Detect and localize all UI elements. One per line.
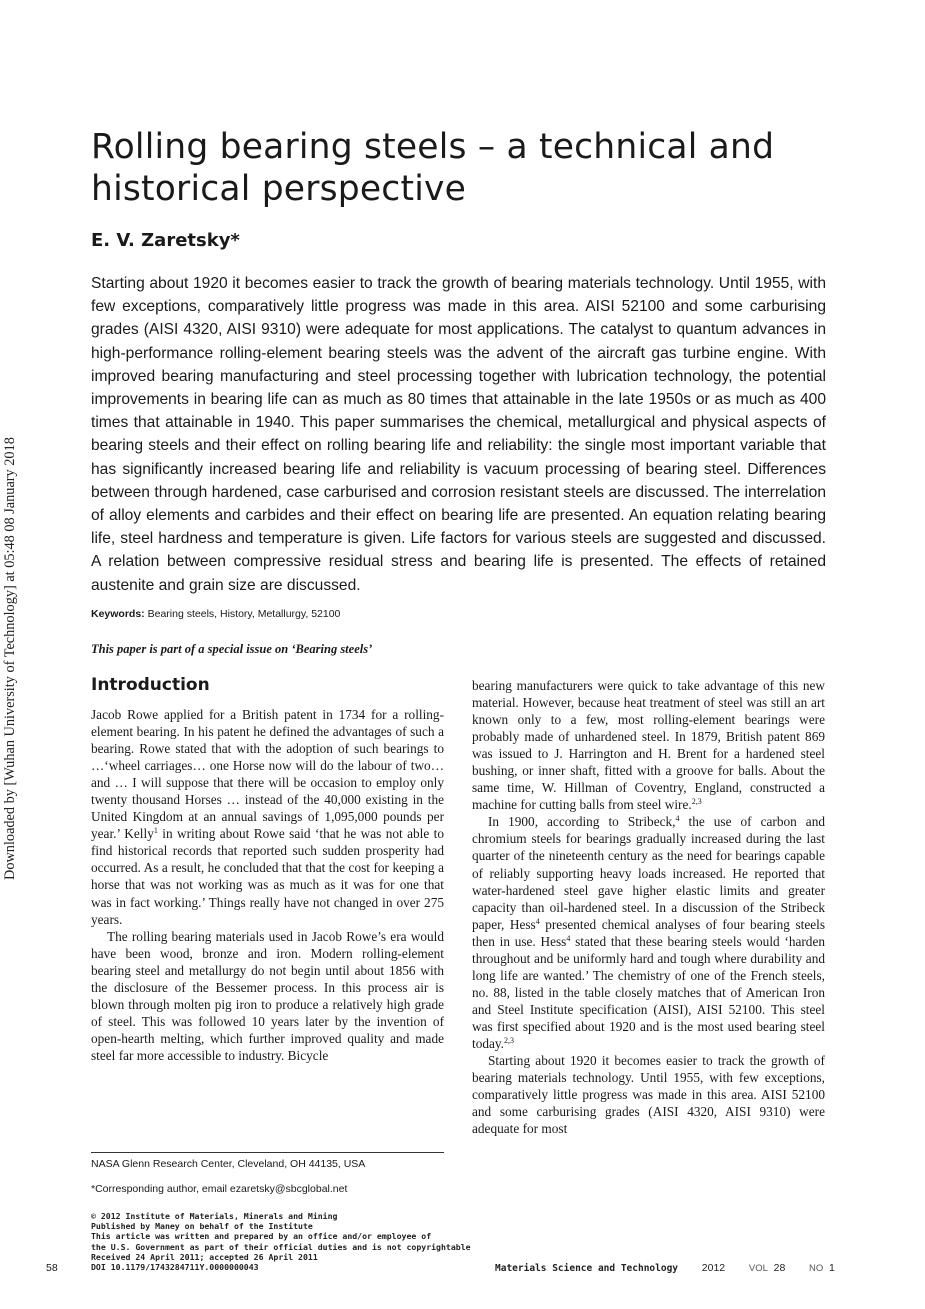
- page-number: 58: [46, 1262, 58, 1274]
- doi-line[interactable]: DOI 10.1179/1743284711Y.0000000043: [91, 1262, 259, 1273]
- paragraph: [472, 677, 825, 813]
- issue-number: 1: [829, 1262, 835, 1274]
- citation-ref[interactable]: 4: [675, 814, 680, 824]
- journal-footer: [495, 1262, 835, 1274]
- text-run: bearing manufacturers were quick to take advantage of this new material. However, because heat treatment of steel was still an art known only to a few, most rolling-element bearings were probably made of unhardened steel. In 1879, British patent 869 was issued to J. Harrington and H. Brent for a hardened steel bushing, or inner shaft, fitted with a groove for balls. About the same time, W. Hillman of Coventry, England, constructed a machine for cutting balls from steel wire.: [472, 678, 825, 813]
- text-run: the use of carbon and chromium steels for bearings gradually increased during the last quarter of the nineteenth century as the need for bearings capable of reliably supporting heavy loads increased. He reported that water-hardened steel gave higher elastic limits and greater capacity than oil-hardened steel. In a discussion of the Stribeck paper, Hess: [472, 814, 825, 932]
- journal-name: Materials Science and Technology: [495, 1263, 679, 1274]
- paragraph: The rolling bearing materials used in Jacob Rowe’s era would have been wood, bronze and iron. Modern rolling-element bearing steel and metallurgy do not begin until about 1856 with the disclosure of the Bessemer process. In this process air is blown through molten pig iron to produce a relatively high grade of steel. This was followed 10 years later by the invention of open-hearth melting, which further improved quality and made steel far more accessible to industry. Bicycle: [91, 928, 444, 1063]
- keywords-label: Keywords:: [91, 608, 145, 620]
- paragraph: [472, 813, 825, 1052]
- issue-label: NO: [809, 1263, 824, 1274]
- copyright-line: © 2012 Institute of Materials, Minerals and Mining: [91, 1211, 338, 1221]
- left-column: [91, 706, 444, 1064]
- copyright-line: the U.S. Government as part of their official duties and is not copyrightable: [91, 1241, 471, 1252]
- paragraph: [91, 706, 444, 928]
- download-watermark: Downloaded by [Wuhan University of Technology] at 05:48 08 January 2018: [2, 437, 18, 880]
- text-run: stated that these bearing steels would ‘harden throughout and be uniformly hard and tough where durability and long life are wanted.’ The chemistry of one of the French steels, no. 88, listed in the table closely matches that of American Iron and Steel Institute specification (AISI), AISI 52100. This steel was first specified about 1920 and is the most used bearing steel today.: [472, 933, 825, 1051]
- citation-ref[interactable]: 1: [153, 826, 158, 836]
- volume-number: 28: [773, 1262, 786, 1274]
- text-run: presented chemical analyses of four bearing steels then in use. Hess: [472, 916, 825, 949]
- special-issue-note: This paper is part of a special issue on ‘Bearing steels’: [91, 642, 373, 656]
- copyright-line: Published by Maney on behalf of the Institute: [91, 1221, 313, 1232]
- text-run: Jacob Rowe applied for a British patent in 1734 for a rolling-element bearing. In his patent he defined the advantages of such a bearing. Rowe stated that with the adoption of such bearings to …‘wheel carriages… one Horse now will do the labour of two… and … I will suppose that there will be occasion to employ only twenty thousand Horses … instead of the 40,000 existing in the United Kingdom at an annual savings of 1,095,000 pounds per year.’ Kelly: [91, 707, 444, 842]
- keywords-text: Bearing steels, History, Metallurgy, 52100: [147, 608, 341, 620]
- text-run: In 1900, according to Stribeck,: [488, 814, 676, 830]
- footnote-divider: [91, 1152, 444, 1153]
- text-run: in writing about Rowe said ‘that he was not able to find historical records that reported such sudden prosperity had occurred. As a result, he concluded that that the cost for keeping a horse that was not working was as much as it was for one that was in fact working.’ Things really have not changed in over 275 years.: [91, 826, 444, 927]
- copyright-block: [91, 1211, 471, 1272]
- right-column: [472, 677, 825, 1137]
- volume-label: VOL: [748, 1263, 768, 1274]
- copyright-line: This article was written and prepared by an office and/or employee of: [91, 1231, 432, 1242]
- citation-ref[interactable]: 2,3: [504, 1035, 515, 1045]
- abstract: Starting about 1920 it becomes easier to track the growth of bearing materials technology. Until 1955, with few exceptions, comparatively little progress was made in this area. AISI 52100 and some carburising grades (AISI 4320, AISI 9310) were adequate for most applications. The catalyst to quantum advances in high-performance rolling-element bearing steels was the advent of the aircraft gas turbine engine. With improved bearing manufacturing and steel processing together with lubrication technology, the potential improvements in bearing life can as much as 80 times that attainable in the late 1950s or as much as 400 times that attainable in 1940. This paper summarises the chemical, metallurgical and physical aspects of bearing steels and their effect on rolling bearing life and reliability: the single most important variable that has significantly increased bearing life and reliability is vacuum processing of bearing steel. Differences between through hardened, case carburised and corrosion resistant steels are discussed. The interrelation of alloy elements and carbides and their effect on bearing life are presented. An equation relating bearing life, steel hardness and temperature is given. Life factors for various steels are suggested and discussed. A relation between compressive residual stress and bearing life is presented. The effects of retained austenite and grain size are discussed.: [91, 275, 826, 594]
- keywords: [91, 608, 340, 620]
- paragraph: Starting about 1920 it becomes easier to track the growth of bearing materials technology. Until 1955, with few exceptions, comparatively little progress was made in this area. AISI 52100 and some carburising grades (AISI 4320, AISI 9310) were adequate for most: [472, 1053, 825, 1137]
- corresponding-author: *Corresponding author, email ezaretsky@sbcglobal.net: [91, 1183, 348, 1195]
- author-name: E. V. Zaretsky*: [91, 230, 240, 251]
- citation-ref[interactable]: 4: [566, 933, 571, 943]
- section-heading: Introduction: [91, 675, 210, 695]
- citation-ref[interactable]: 2,3: [691, 797, 702, 807]
- copyright-line: Received 24 April 2011; accepted 26 April 2011: [91, 1251, 318, 1262]
- journal-year: 2012: [701, 1262, 726, 1274]
- affiliation: NASA Glenn Research Center, Cleveland, OH 44135, USA: [91, 1158, 366, 1170]
- citation-ref[interactable]: 4: [535, 916, 540, 926]
- article-title: Rolling bearing steels – a technical and historical perspective: [91, 127, 775, 209]
